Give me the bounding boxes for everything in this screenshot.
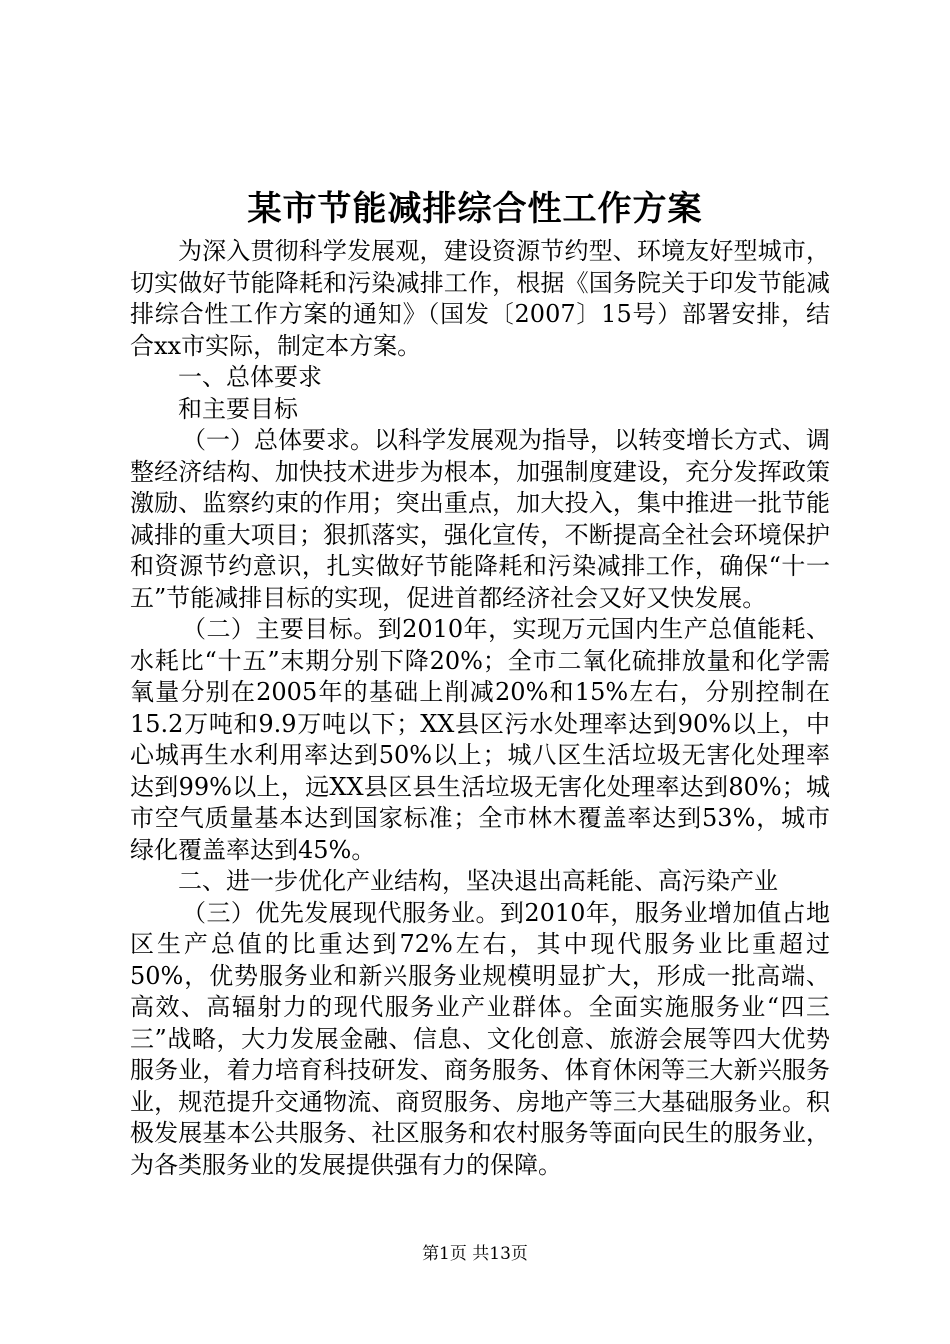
document-body [130, 236, 830, 1181]
paragraph-overall-requirements: （一）总体要求。以科学发展观为指导，以转变增长方式、调整经济结构、加快技术进步为根本，加强制度建设，充分发挥政策激励、监察约束的作用；突出重点，加大投入，集中推进一批节能减排的重大项目；狠抓落实，强化宣传，不断提高全社会环境保护和资源节约意识，扎实做好节能降耗和污染减排工作，确保“十一五”节能减排目标的实现，促进首都经济社会又好又快发展。 [130, 426, 830, 612]
document-title: 某市节能减排综合性工作方案 [247, 189, 703, 229]
paragraph-modern-services: （三）优先发展现代服务业。到2010年，服务业增加值占地区生产总值的比重达到72%左右，其中现代服务业比重超过50%，优势服务业和新兴服务业规模明显扩大，形成一批高端、高效、高辐射力的现代服务业产业群体。全面实施服务业“四三三”战略，大力发展金融、信息、文化创意、旅游会展等四大优势服务业，着力培育科技研发、商务服务、体育休闲等三大新兴服务业，规范提升交通物流、商贸服务、房地产等三大基础服务业。积极发展基本公共服务、社区服务和农村服务等面向民生的服务业，为各类服务业的发展提供强有力的保障。 [130, 898, 830, 1179]
page-number-footer: 第1页 共13页 [422, 1244, 528, 1264]
paragraph-intro: 为深入贯彻科学发展观，建设资源节约型、环境友好型城市，切实做好节能降耗和污染减排工作，根据《国务院关于印发节能减排综合性工作方案的通知》（国发〔2007〕15号）部署安排，结合xx市实际，制定本方案。 [130, 237, 830, 360]
heading-section-2: 二、进一步优化产业结构，坚决退出高耗能、高污染产业 [178, 867, 778, 895]
paragraph-main-targets: （二）主要目标。到2010年，实现万元国内生产总值能耗、水耗比“十五”末期分别下降20%；全市二氧化硫排放量和化学需氧量分别在2005年的基础上削减20%和15%左右，分别控制在15.2万吨和9.9万吨以下；XX县区污水处理率达到90%以上，中心城再生水利用率达到50%以上；城八区生活垃圾无害化处理率达到99%以上，远XX县区县生活垃圾无害化处理率达到80%；城市空气质量基本达到国家标准；全市林木覆盖率达到53%，城市绿化覆盖率达到45%。 [130, 615, 830, 864]
heading-section-1-continued: 和主要目标 [178, 394, 298, 423]
heading-section-1: 一、总体要求 [178, 363, 322, 391]
